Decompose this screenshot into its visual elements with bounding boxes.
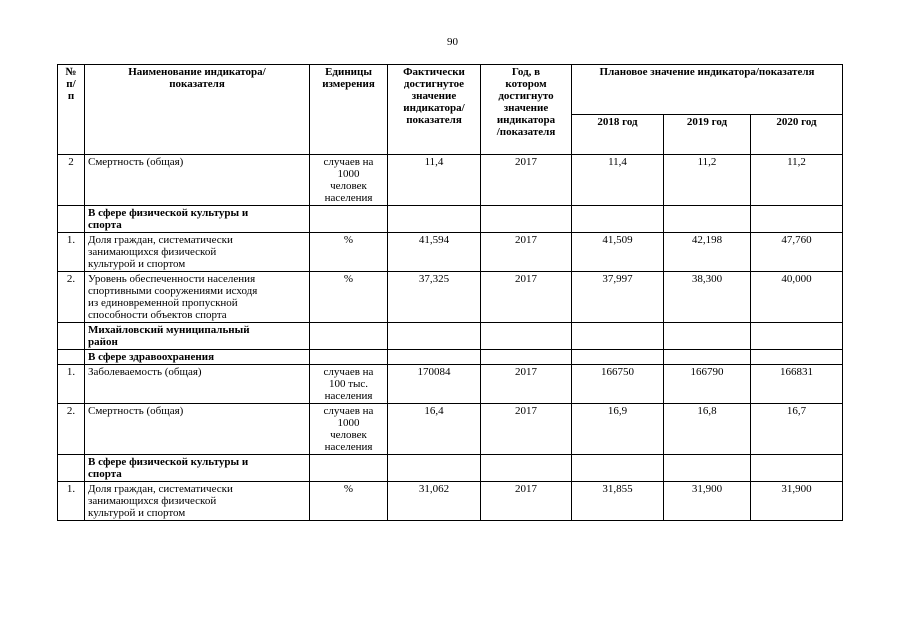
value-2019: 38,300 [664,272,751,323]
section-empty-cell [572,323,664,350]
header-num: № п/ п [58,65,85,155]
section-empty-cell [751,350,843,365]
unit-cell: % [310,272,388,323]
indicator-name: Доля граждан, систематически занимающихся физической культурой и спортом [85,233,310,272]
unit-cell: случаев на 1000 человек населения [310,155,388,206]
value-2018: 16,9 [572,404,664,455]
section-empty-cell [664,455,751,482]
value-2018: 41,509 [572,233,664,272]
actual-value: 37,325 [388,272,481,323]
row-number: 2. [58,404,85,455]
section-empty-cell [572,455,664,482]
indicator-name: Уровень обеспеченности населения спортивными сооружениями исходя из единовременной пропускной способности объектов спорта [85,272,310,323]
actual-value: 31,062 [388,482,481,521]
section-row [58,206,843,233]
actual-value: 41,594 [388,233,481,272]
value-2018: 11,4 [572,155,664,206]
indicator-name: Доля граждан, систематически занимающихся физической культурой и спортом [85,482,310,521]
value-2018: 31,855 [572,482,664,521]
section-empty-cell [572,350,664,365]
header-2019: 2019 год [664,115,751,155]
section-empty-cell [310,455,388,482]
actual-value: 170084 [388,365,481,404]
indicator-name: Смертность (общая) [85,404,310,455]
table-row [58,482,843,521]
section-empty-cell [388,206,481,233]
table-row [58,155,843,206]
year-cell: 2017 [481,155,572,206]
unit-cell: случаев на 100 тыс. населения [310,365,388,404]
section-empty-cell [664,323,751,350]
indicator-name: Смертность (общая) [85,155,310,206]
row-number: 1. [58,233,85,272]
section-row [58,350,843,365]
section-empty-cell [751,323,843,350]
section-num-cell [58,323,85,350]
value-2020: 11,2 [751,155,843,206]
section-row [58,455,843,482]
header-actual: Фактически достигнутое значение индикатора/ показателя [388,65,481,155]
value-2019: 31,900 [664,482,751,521]
section-empty-cell [481,206,572,233]
section-empty-cell [751,206,843,233]
table-row [58,404,843,455]
row-number: 1. [58,482,85,521]
section-num-cell [58,455,85,482]
section-empty-cell [572,206,664,233]
unit-cell: случаев на 1000 человек населения [310,404,388,455]
header-planned: Плановое значение индикатора/показателя [572,65,843,115]
actual-value: 11,4 [388,155,481,206]
table-header [58,65,843,155]
section-title: Михайловский муниципальный район [85,323,310,350]
value-2018: 37,997 [572,272,664,323]
value-2019: 11,2 [664,155,751,206]
section-empty-cell [388,350,481,365]
actual-value: 16,4 [388,404,481,455]
section-empty-cell [481,455,572,482]
value-2019: 16,8 [664,404,751,455]
year-cell: 2017 [481,233,572,272]
section-empty-cell [310,206,388,233]
section-title: В сфере здравоохранения [85,350,310,365]
header-2020: 2020 год [751,115,843,155]
section-empty-cell [388,323,481,350]
section-empty-cell [751,455,843,482]
section-title: В сфере физической культуры и спорта [85,206,310,233]
header-name: Наименование индикатора/ показателя [85,65,310,155]
table-row [58,233,843,272]
year-cell: 2017 [481,365,572,404]
section-row [58,323,843,350]
year-cell: 2017 [481,404,572,455]
year-cell: 2017 [481,482,572,521]
section-empty-cell [481,323,572,350]
header-2018: 2018 год [572,115,664,155]
value-2019: 166790 [664,365,751,404]
indicators-table [57,64,843,521]
value-2020: 16,7 [751,404,843,455]
section-empty-cell [481,350,572,365]
table-row [58,272,843,323]
row-number: 1. [58,365,85,404]
row-number: 2. [58,272,85,323]
section-empty-cell [664,206,751,233]
header-year: Год, в котором достигнуто значение индикатора /показателя [481,65,572,155]
section-empty-cell [388,455,481,482]
indicator-name: Заболеваемость (общая) [85,365,310,404]
section-empty-cell [664,350,751,365]
header-units: Единицы измерения [310,65,388,155]
unit-cell: % [310,482,388,521]
table-body [58,155,843,521]
section-title: В сфере физической культуры и спорта [85,455,310,482]
section-num-cell [58,206,85,233]
page-number: 90 [447,36,458,48]
value-2020: 40,000 [751,272,843,323]
row-number: 2 [58,155,85,206]
section-empty-cell [310,323,388,350]
section-empty-cell [310,350,388,365]
section-num-cell [58,350,85,365]
value-2020: 166831 [751,365,843,404]
value-2018: 166750 [572,365,664,404]
unit-cell: % [310,233,388,272]
year-cell: 2017 [481,272,572,323]
table-row [58,365,843,404]
value-2020: 31,900 [751,482,843,521]
value-2019: 42,198 [664,233,751,272]
value-2020: 47,760 [751,233,843,272]
